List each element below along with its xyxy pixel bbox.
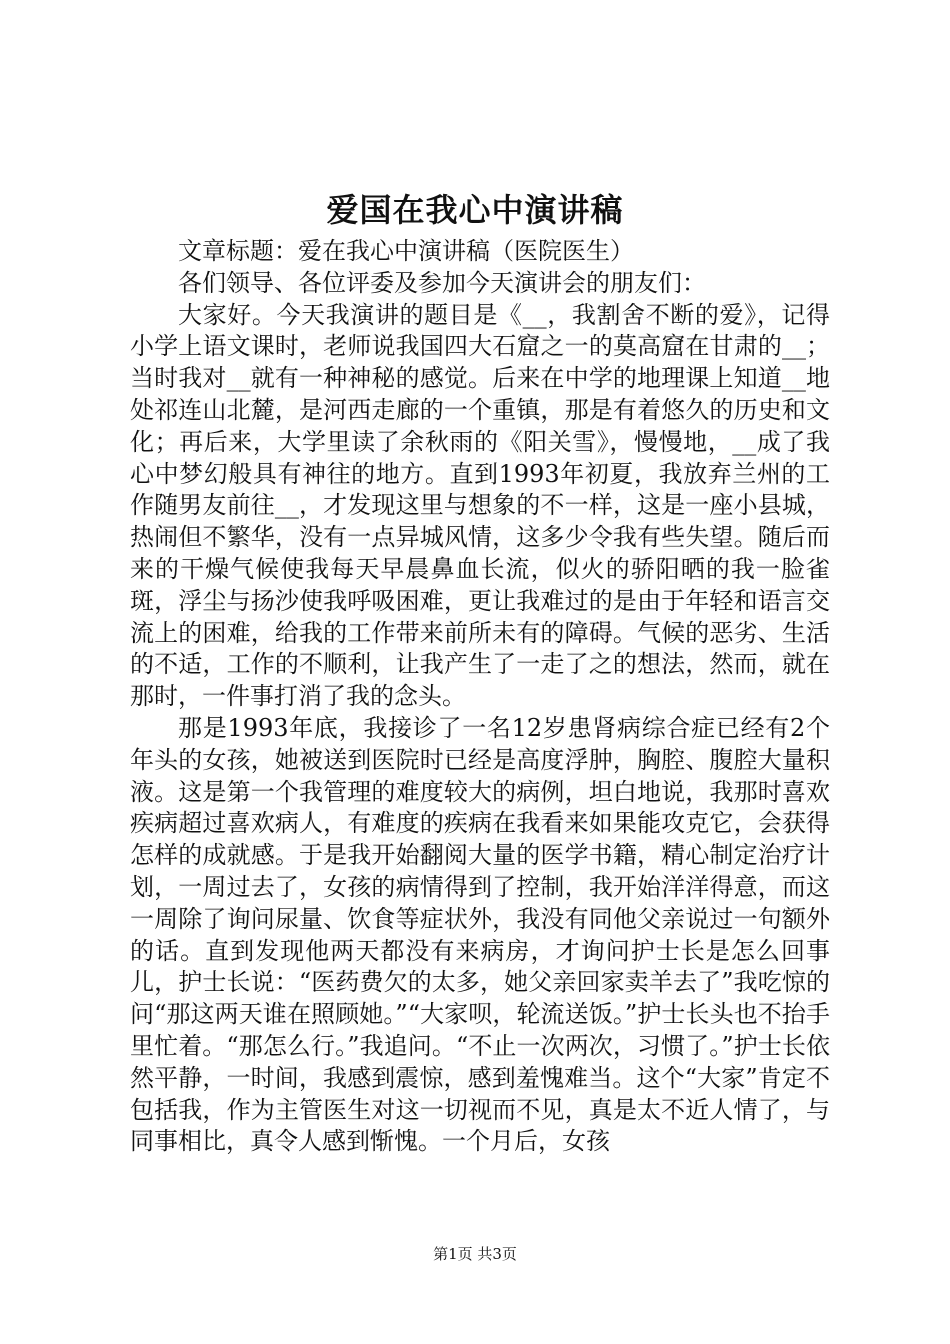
- salutation-line: 各们领导、各位评委及参加今天演讲会的朋友们：: [178, 268, 706, 297]
- document-body: [130, 236, 830, 1158]
- document-title: 爱国在我心中演讲稿: [326, 191, 624, 229]
- body-paragraph: 大家好。今天我演讲的题目是《__，我割舍不断的爱》，记得小学上语文课时，老师说我国四大石窟之一的莫高窟在甘肃的__；当时我对__就有一种神秘的感觉。后来在中学的地理课上知道__地处祁连山北麓，是河西走廊的一个重镇，那是有着悠久的历史和文化；再后来，大学里读了余秋雨的《阳关雪》，慢慢地，__成了我心中梦幻般具有神往的地方。直到1993年初夏，我放弃兰州的工作随男友前往__，才发现这里与想象的不一样，这是一座小县城，热闹但不繁华，没有一点异城风情，这多少令我有些失望。随后而来的干燥气候使我每天早晨鼻血长流，似火的骄阳晒的我一脸雀斑，浮尘与扬沙使我呼吸困难，更让我难过的是由于年轻和语言交流上的困难，给我的工作带来前所未有的障碍。气候的恶劣、生活的不适，工作的不顺利，让我产生了一走了之的想法，然而，就在那时，一件事打消了我的念头。: [130, 300, 830, 711]
- body-paragraph: 那是1993年底，我接诊了一名12岁患肾病综合症已经有2个年头的女孩，她被送到医院时已经是高度浮肿，胸腔、腹腔大量积液。这是第一个我管理的难度较大的病例，坦白地说，我那时喜欢疾病超过喜欢病人，有难度的疾病在我看来如果能攻克它，会获得怎样的成就感。于是我开始翻阅大量的医学书籍，精心制定治疗计划，一周过去了，女孩的病情得到了控制，我开始洋洋得意，而这一周除了询问尿量、饮食等症状外，我没有同他父亲说过一句额外的话。直到发现他两天都没有来病房，才询问护士长是怎么回事儿，护士长说：“医药费欠的太多，她父亲回家卖羊去了”我吃惊的问“那这两天谁在照顾她。”“大家呗，轮流送饭。”护士长头也不抬手里忙着。“那怎么行。”我追问。“不止一次两次，习惯了。”护士长依然平静，一时间，我感到震惊，感到羞愧难当。这个“大家”肯定不包括我，作为主管医生对这一切视而不见，真是太不近人情了，与同事相比，真令人感到惭愧。一个月后，女孩: [130, 713, 830, 1156]
- article-title-line: 文章标题：爱在我心中演讲稿（医院医生）: [178, 237, 634, 265]
- page-footer: 第1页 共3页: [433, 1245, 517, 1263]
